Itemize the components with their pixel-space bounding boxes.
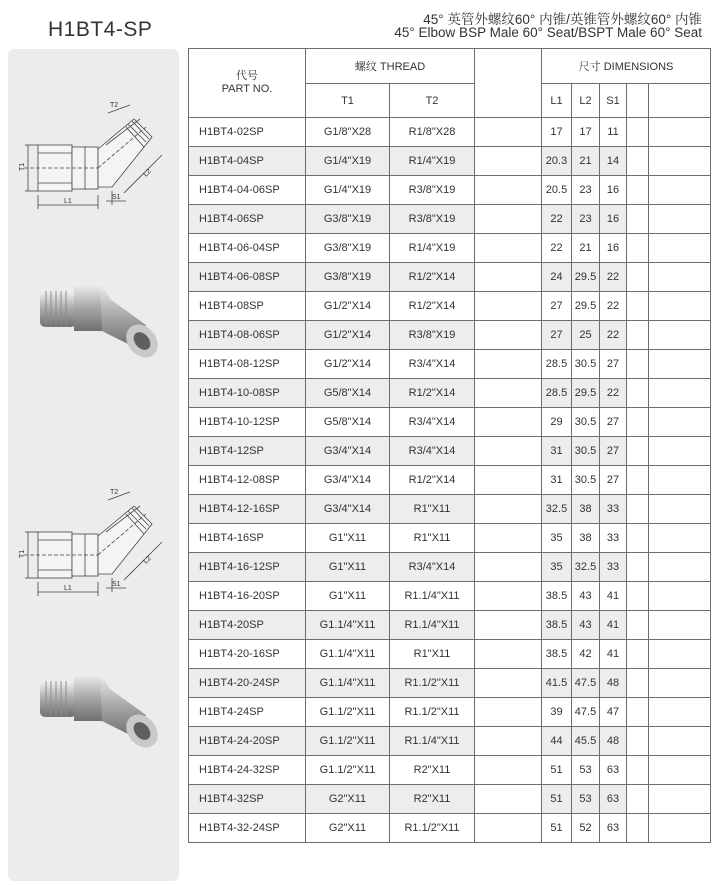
blank-cell bbox=[649, 234, 711, 263]
t1-cell: G1/2"X14 bbox=[306, 350, 390, 379]
part-no-cell: H1BT4-06-04SP bbox=[189, 234, 306, 263]
part-no-cell: H1BT4-20-16SP bbox=[189, 640, 306, 669]
l1-cell: 29 bbox=[542, 408, 572, 437]
l1-cell: 44 bbox=[542, 727, 572, 756]
part-no-cell: H1BT4-12-08SP bbox=[189, 466, 306, 495]
t2-cell: R1/2"X14 bbox=[390, 292, 475, 321]
table-row bbox=[189, 350, 711, 379]
blank-cell bbox=[475, 466, 542, 495]
l1-cell: 38.5 bbox=[542, 582, 572, 611]
l2-cell: 23 bbox=[572, 205, 600, 234]
t1-header: T1 bbox=[306, 84, 390, 118]
part-no-header-en: PART NO. bbox=[221, 83, 273, 95]
blank-cell bbox=[627, 147, 649, 176]
blank-cell bbox=[627, 408, 649, 437]
table-row bbox=[189, 756, 711, 785]
t2-cell: R1/2"X14 bbox=[390, 263, 475, 292]
l1-label: L1 bbox=[64, 198, 72, 205]
t2-label-2: T2 bbox=[110, 489, 119, 496]
l1-cell: 31 bbox=[542, 437, 572, 466]
t1-cell: G1.1/2"X11 bbox=[306, 727, 390, 756]
t2-header: T2 bbox=[390, 84, 475, 118]
s1-cell: 27 bbox=[600, 437, 627, 466]
blank-cell bbox=[475, 234, 542, 263]
s1-cell: 16 bbox=[600, 205, 627, 234]
s1-cell: 41 bbox=[600, 582, 627, 611]
part-no-cell: H1BT4-10-08SP bbox=[189, 379, 306, 408]
s1-cell: 33 bbox=[600, 553, 627, 582]
blank-cell bbox=[627, 205, 649, 234]
l1-cell: 17 bbox=[542, 118, 572, 147]
s1-header: S1 bbox=[600, 84, 627, 118]
part-no-cell: H1BT4-06-08SP bbox=[189, 263, 306, 292]
s1-cell: 14 bbox=[600, 147, 627, 176]
blank-cell bbox=[649, 408, 711, 437]
l2-cell: 43 bbox=[572, 582, 600, 611]
t2-cell: R2"X11 bbox=[390, 756, 475, 785]
part-no-cell: H1BT4-12SP bbox=[189, 437, 306, 466]
s1-cell: 27 bbox=[600, 408, 627, 437]
t2-cell: R1/2"X14 bbox=[390, 466, 475, 495]
t1-cell: G3/4"X14 bbox=[306, 495, 390, 524]
part-no-cell: H1BT4-10-12SP bbox=[189, 408, 306, 437]
t2-cell: R1"X11 bbox=[390, 495, 475, 524]
table-row bbox=[189, 466, 711, 495]
t1-cell: G3/8"X19 bbox=[306, 234, 390, 263]
blank-cell bbox=[649, 205, 711, 234]
blank-cell bbox=[649, 147, 711, 176]
t2-cell: R3/4"X14 bbox=[390, 350, 475, 379]
blank-cell bbox=[627, 176, 649, 205]
s1-cell: 22 bbox=[600, 263, 627, 292]
illustration-panel bbox=[8, 49, 179, 881]
l1-cell: 51 bbox=[542, 756, 572, 785]
t2-cell: R1"X11 bbox=[390, 640, 475, 669]
part-no-cell: H1BT4-16SP bbox=[189, 524, 306, 553]
t1-cell: G1/2"X14 bbox=[306, 321, 390, 350]
t1-cell: G1"X11 bbox=[306, 582, 390, 611]
l2-cell: 32.5 bbox=[572, 553, 600, 582]
l1-cell: 24 bbox=[542, 263, 572, 292]
t2-label: T2 bbox=[110, 102, 119, 109]
part-no-cell: H1BT4-02SP bbox=[189, 118, 306, 147]
part-no-cell: H1BT4-24-32SP bbox=[189, 756, 306, 785]
l1-cell: 31 bbox=[542, 466, 572, 495]
elbow-technical-drawing-2 bbox=[14, 484, 174, 604]
table-row bbox=[189, 785, 711, 814]
blank-cell bbox=[627, 669, 649, 698]
s1-cell: 63 bbox=[600, 785, 627, 814]
blank-cell bbox=[475, 350, 542, 379]
l2-cell: 38 bbox=[572, 524, 600, 553]
t1-cell: G3/4"X14 bbox=[306, 466, 390, 495]
s1-cell: 22 bbox=[600, 321, 627, 350]
t1-cell: G1.1/4"X11 bbox=[306, 611, 390, 640]
l1-cell: 51 bbox=[542, 785, 572, 814]
l2-cell: 29.5 bbox=[572, 292, 600, 321]
l1-cell: 38.5 bbox=[542, 640, 572, 669]
l2-cell: 42 bbox=[572, 640, 600, 669]
blank-cell bbox=[627, 785, 649, 814]
t2-cell: R1.1/4"X11 bbox=[390, 582, 475, 611]
l2-cell: 29.5 bbox=[572, 379, 600, 408]
blank-cell bbox=[475, 495, 542, 524]
part-no-cell: H1BT4-24SP bbox=[189, 698, 306, 727]
blank-cell bbox=[475, 582, 542, 611]
l1-cell: 22 bbox=[542, 234, 572, 263]
blank-cell bbox=[649, 466, 711, 495]
t1-cell: G3/8"X19 bbox=[306, 205, 390, 234]
s1-cell: 63 bbox=[600, 756, 627, 785]
l2-cell: 29.5 bbox=[572, 263, 600, 292]
blank-cell bbox=[649, 611, 711, 640]
t2-cell: R3/8"X19 bbox=[390, 176, 475, 205]
blank-cell bbox=[475, 176, 542, 205]
l2-cell: 21 bbox=[572, 147, 600, 176]
blank-cell bbox=[475, 379, 542, 408]
blank-cell bbox=[649, 379, 711, 408]
blank-cell bbox=[627, 553, 649, 582]
part-no-cell: H1BT4-04SP bbox=[189, 147, 306, 176]
t1-cell: G1"X11 bbox=[306, 524, 390, 553]
blank-cell bbox=[627, 321, 649, 350]
l1-cell: 20.5 bbox=[542, 176, 572, 205]
t2-cell: R1.1/2"X11 bbox=[390, 669, 475, 698]
t1-cell: G1/4"X19 bbox=[306, 147, 390, 176]
table-row bbox=[189, 408, 711, 437]
blank-cell bbox=[475, 292, 542, 321]
blank-cell bbox=[475, 553, 542, 582]
blank-cell bbox=[475, 785, 542, 814]
s1-label: S1 bbox=[112, 194, 121, 201]
t1-cell: G1.1/4"X11 bbox=[306, 669, 390, 698]
table-row bbox=[189, 205, 711, 234]
t2-cell: R2"X11 bbox=[390, 785, 475, 814]
t1-cell: G1.1/2"X11 bbox=[306, 698, 390, 727]
l2-cell: 45.5 bbox=[572, 727, 600, 756]
s1-label-2: S1 bbox=[112, 581, 121, 588]
blank-cell bbox=[627, 727, 649, 756]
l2-cell: 30.5 bbox=[572, 466, 600, 495]
table-row bbox=[189, 234, 711, 263]
l1-cell: 20.3 bbox=[542, 147, 572, 176]
l1-cell: 41.5 bbox=[542, 669, 572, 698]
blank-cell bbox=[649, 814, 711, 843]
blank-cell bbox=[627, 437, 649, 466]
blank-cell bbox=[475, 147, 542, 176]
l2-cell: 21 bbox=[572, 234, 600, 263]
blank-cell bbox=[475, 205, 542, 234]
blank-cell bbox=[475, 756, 542, 785]
t2-cell: R3/4"X14 bbox=[390, 553, 475, 582]
part-no-cell: H1BT4-08-12SP bbox=[189, 350, 306, 379]
part-no-cell: H1BT4-04-06SP bbox=[189, 176, 306, 205]
l2-label-2: L2 bbox=[142, 554, 153, 566]
t1-cell: G1/4"X19 bbox=[306, 176, 390, 205]
t1-label-2: T1 bbox=[19, 549, 26, 558]
l2-cell: 53 bbox=[572, 756, 600, 785]
t2-cell: R1.1/2"X11 bbox=[390, 814, 475, 843]
part-no-cell: H1BT4-08SP bbox=[189, 292, 306, 321]
t1-cell: G3/8"X19 bbox=[306, 263, 390, 292]
blank-cell bbox=[649, 437, 711, 466]
t1-cell: G1"X11 bbox=[306, 553, 390, 582]
part-no-cell: H1BT4-20SP bbox=[189, 611, 306, 640]
t2-cell: R1"X11 bbox=[390, 524, 475, 553]
blank-cell bbox=[475, 640, 542, 669]
l2-cell: 43 bbox=[572, 611, 600, 640]
blank-cell bbox=[649, 292, 711, 321]
blank-cell bbox=[649, 350, 711, 379]
table-row bbox=[189, 669, 711, 698]
part-no-cell: H1BT4-24-20SP bbox=[189, 727, 306, 756]
l2-cell: 38 bbox=[572, 495, 600, 524]
table-row bbox=[189, 698, 711, 727]
elbow-product-photo-2 bbox=[34, 659, 164, 769]
t1-label: T1 bbox=[19, 162, 26, 171]
blank-cell bbox=[475, 437, 542, 466]
table-row bbox=[189, 640, 711, 669]
l1-cell: 35 bbox=[542, 553, 572, 582]
blank-cell bbox=[627, 640, 649, 669]
blank-cell bbox=[649, 669, 711, 698]
t2-cell: R1.1/2"X11 bbox=[390, 698, 475, 727]
l1-cell: 51 bbox=[542, 814, 572, 843]
l1-cell: 39 bbox=[542, 698, 572, 727]
t1-cell: G3/4"X14 bbox=[306, 437, 390, 466]
header-blank bbox=[649, 84, 711, 118]
blank-cell bbox=[627, 698, 649, 727]
table-row bbox=[189, 263, 711, 292]
blank-cell bbox=[649, 785, 711, 814]
blank-cell bbox=[627, 118, 649, 147]
s1-cell: 33 bbox=[600, 495, 627, 524]
table-row bbox=[189, 292, 711, 321]
t1-cell: G1.1/4"X11 bbox=[306, 640, 390, 669]
blank-cell bbox=[627, 524, 649, 553]
part-no-cell: H1BT4-08-06SP bbox=[189, 321, 306, 350]
blank-cell bbox=[627, 582, 649, 611]
blank-cell bbox=[649, 582, 711, 611]
s1-cell: 33 bbox=[600, 524, 627, 553]
t2-cell: R1.1/4"X11 bbox=[390, 727, 475, 756]
blank-cell bbox=[475, 524, 542, 553]
table-row bbox=[189, 176, 711, 205]
blank-cell bbox=[649, 553, 711, 582]
table-row bbox=[189, 727, 711, 756]
blank-cell bbox=[475, 408, 542, 437]
blank-cell bbox=[475, 669, 542, 698]
l1-header: L1 bbox=[542, 84, 572, 118]
blank-cell bbox=[627, 611, 649, 640]
part-no-cell: H1BT4-32-24SP bbox=[189, 814, 306, 843]
blank-cell bbox=[627, 814, 649, 843]
l2-header: L2 bbox=[572, 84, 600, 118]
blank-cell bbox=[649, 495, 711, 524]
l2-cell: 52 bbox=[572, 814, 600, 843]
l2-cell: 30.5 bbox=[572, 437, 600, 466]
s1-cell: 22 bbox=[600, 379, 627, 408]
blank-cell bbox=[475, 611, 542, 640]
part-no-cell: H1BT4-16-12SP bbox=[189, 553, 306, 582]
spec-table bbox=[188, 48, 711, 843]
l2-label: L2 bbox=[142, 167, 153, 179]
s1-cell: 11 bbox=[600, 118, 627, 147]
part-no-cell: H1BT4-16-20SP bbox=[189, 582, 306, 611]
blank-cell bbox=[627, 292, 649, 321]
s1-cell: 27 bbox=[600, 466, 627, 495]
s1-cell: 48 bbox=[600, 727, 627, 756]
blank-cell bbox=[475, 814, 542, 843]
l2-cell: 53 bbox=[572, 785, 600, 814]
t1-cell: G1/8"X28 bbox=[306, 118, 390, 147]
l1-label-2: L1 bbox=[64, 585, 72, 592]
s1-cell: 22 bbox=[600, 292, 627, 321]
title-english: 45° Elbow BSP Male 60° Seat/BSPT Male 60° Seat bbox=[394, 25, 702, 40]
l1-cell: 32.5 bbox=[542, 495, 572, 524]
blank-cell bbox=[627, 379, 649, 408]
blank-cell bbox=[649, 640, 711, 669]
blank-cell bbox=[627, 466, 649, 495]
table-row bbox=[189, 147, 711, 176]
thread-header: 螺纹 THREAD bbox=[306, 49, 475, 84]
t2-cell: R3/8"X19 bbox=[390, 205, 475, 234]
header-blank bbox=[627, 84, 649, 118]
s1-cell: 27 bbox=[600, 350, 627, 379]
blank-cell bbox=[649, 756, 711, 785]
table-row bbox=[189, 321, 711, 350]
table-row bbox=[189, 611, 711, 640]
elbow-product-photo bbox=[34, 269, 164, 379]
t1-cell: G2"X11 bbox=[306, 785, 390, 814]
part-no-header bbox=[189, 49, 306, 118]
l1-cell: 28.5 bbox=[542, 379, 572, 408]
s1-cell: 48 bbox=[600, 669, 627, 698]
blank-cell bbox=[627, 756, 649, 785]
t1-cell: G1.1/2"X11 bbox=[306, 756, 390, 785]
blank-cell bbox=[649, 524, 711, 553]
title-chinese: 45° 英管外螺纹60° 内锥/英锥管外螺纹60° 内锥 bbox=[423, 12, 702, 27]
blank-cell bbox=[475, 118, 542, 147]
table-row bbox=[189, 379, 711, 408]
table-row bbox=[189, 524, 711, 553]
part-no-cell: H1BT4-12-16SP bbox=[189, 495, 306, 524]
t2-cell: R1/4"X19 bbox=[390, 234, 475, 263]
part-no-cell: H1BT4-20-24SP bbox=[189, 669, 306, 698]
table-row bbox=[189, 437, 711, 466]
table-row bbox=[189, 582, 711, 611]
elbow-technical-drawing bbox=[14, 97, 174, 217]
blank-cell bbox=[649, 176, 711, 205]
s1-cell: 47 bbox=[600, 698, 627, 727]
l2-cell: 25 bbox=[572, 321, 600, 350]
s1-cell: 16 bbox=[600, 176, 627, 205]
l1-cell: 27 bbox=[542, 292, 572, 321]
blank-cell bbox=[649, 698, 711, 727]
s1-cell: 16 bbox=[600, 234, 627, 263]
blank-cell bbox=[649, 263, 711, 292]
blank-cell bbox=[649, 118, 711, 147]
t2-cell: R1/8"X28 bbox=[390, 118, 475, 147]
l1-cell: 35 bbox=[542, 524, 572, 553]
t2-cell: R3/8"X19 bbox=[390, 321, 475, 350]
blank-cell bbox=[475, 263, 542, 292]
table-row bbox=[189, 118, 711, 147]
blank-cell bbox=[649, 321, 711, 350]
blank-cell bbox=[475, 727, 542, 756]
t1-cell: G5/8"X14 bbox=[306, 408, 390, 437]
t2-cell: R1/4"X19 bbox=[390, 147, 475, 176]
l2-cell: 47.5 bbox=[572, 669, 600, 698]
l1-cell: 38.5 bbox=[542, 611, 572, 640]
part-no-cell: H1BT4-32SP bbox=[189, 785, 306, 814]
table-row bbox=[189, 553, 711, 582]
blank-cell bbox=[627, 234, 649, 263]
s1-cell: 41 bbox=[600, 611, 627, 640]
blank-cell bbox=[627, 263, 649, 292]
l2-cell: 30.5 bbox=[572, 350, 600, 379]
part-no-header-cn: 代号 bbox=[236, 70, 258, 82]
blank-cell bbox=[649, 727, 711, 756]
s1-cell: 63 bbox=[600, 814, 627, 843]
blank-cell bbox=[627, 495, 649, 524]
l2-cell: 17 bbox=[572, 118, 600, 147]
blank-cell bbox=[475, 698, 542, 727]
l1-cell: 22 bbox=[542, 205, 572, 234]
l2-cell: 47.5 bbox=[572, 698, 600, 727]
s1-cell: 41 bbox=[600, 640, 627, 669]
l1-cell: 28.5 bbox=[542, 350, 572, 379]
table-row bbox=[189, 495, 711, 524]
l2-cell: 23 bbox=[572, 176, 600, 205]
blank-cell bbox=[475, 321, 542, 350]
dimensions-header: 尺寸 DIMENSIONS bbox=[542, 49, 711, 84]
table-row bbox=[189, 814, 711, 843]
t1-cell: G2"X11 bbox=[306, 814, 390, 843]
l1-cell: 27 bbox=[542, 321, 572, 350]
t1-cell: G1/2"X14 bbox=[306, 292, 390, 321]
header-blank bbox=[475, 49, 542, 118]
t2-cell: R3/4"X14 bbox=[390, 408, 475, 437]
t1-cell: G5/8"X14 bbox=[306, 379, 390, 408]
model-title: H1BT4-SP bbox=[48, 18, 153, 41]
blank-cell bbox=[627, 350, 649, 379]
t2-cell: R3/4"X14 bbox=[390, 437, 475, 466]
l2-cell: 30.5 bbox=[572, 408, 600, 437]
t2-cell: R1/2"X14 bbox=[390, 379, 475, 408]
t2-cell: R1.1/4"X11 bbox=[390, 611, 475, 640]
part-no-cell: H1BT4-06SP bbox=[189, 205, 306, 234]
